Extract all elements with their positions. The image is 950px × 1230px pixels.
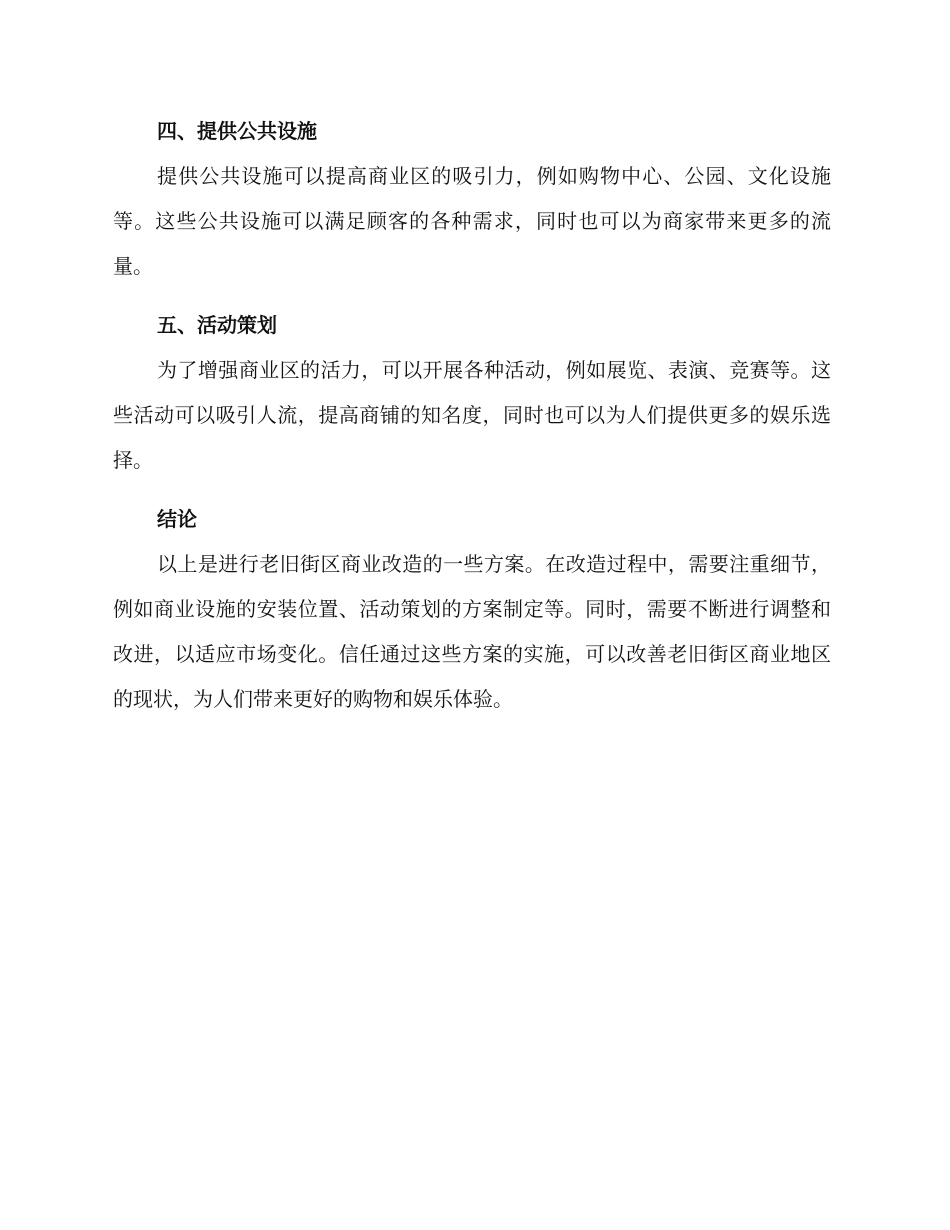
section-public-facilities <box>113 108 831 289</box>
section-paragraph: 提供公共设施可以提高商业区的吸引力，例如购物中心、公园、文化设施等。这些公共设施可以满足顾客的各种需求，同时也可以为商家带来更多的流量。 <box>113 164 831 278</box>
section-heading: 五、活动策划 <box>157 313 277 337</box>
section-conclusion <box>113 496 831 722</box>
document-page <box>113 108 831 735</box>
section-event-planning <box>113 302 831 483</box>
section-paragraph: 以上是进行老旧街区商业改造的一些方案。在改造过程中，需要注重细节，例如商业设施的安装位置、活动策划的方案制定等。同时，需要不断进行调整和改进，以适应市场变化。信任通过这些方案的实施，可以改善老旧街区商业地区的现状，为人们带来更好的购物和娱乐体验。 <box>113 552 831 711</box>
section-heading: 四、提供公共设施 <box>157 119 317 143</box>
section-paragraph: 为了增强商业区的活力，可以开展各种活动，例如展览、表演、竞赛等。这些活动可以吸引人流，提高商铺的知名度，同时也可以为人们提供更多的娱乐选择。 <box>113 358 831 472</box>
section-heading: 结论 <box>157 507 197 531</box>
